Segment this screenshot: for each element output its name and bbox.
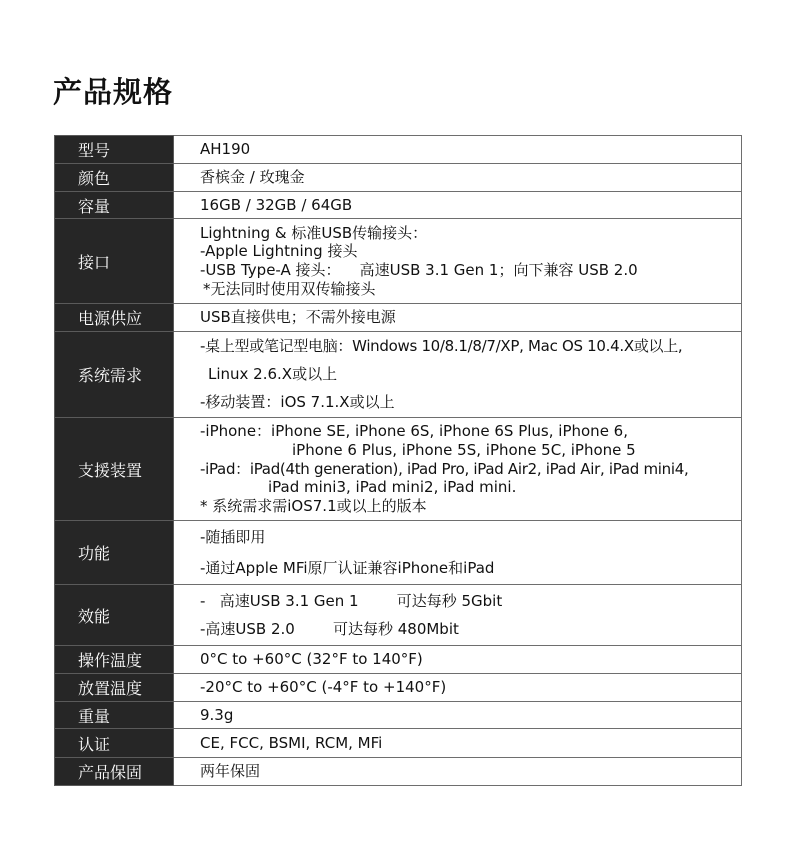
row-label: 容量: [55, 192, 174, 219]
spec-row-certification: [55, 729, 742, 758]
row-value: 香槟金 / 玫瑰金: [174, 164, 742, 192]
row-label: 操作温度: [55, 646, 174, 674]
row-value: 两年保固: [174, 758, 742, 786]
spec-row-capacity: [55, 192, 742, 219]
row-value: CE, FCC, BSMI, RCM, MFi: [174, 729, 742, 758]
row-label: 支援装置: [55, 418, 174, 521]
row-label: 型号: [55, 136, 174, 164]
row-label: 颜色: [55, 164, 174, 192]
spec-row-operating-temp: [55, 646, 742, 674]
page-title: 产品规格: [53, 75, 174, 109]
row-label: 产品保固: [55, 758, 174, 786]
row-label: 放置温度: [55, 674, 174, 702]
row-value: -iPhone：iPhone SE, iPhone 6S, iPhone 6S Plus, iPhone 6, iPhone 6 Plus, iPhone 5S, iPhone 5C, iPhone 5 -iPad：iPad(4th generation), iPad Pro, iPad Air2, iPad Air, iPad mini4, iPad mini3, iPad mini2, iPad mini. * 系统需求需iOS7.1或以上的版本: [174, 418, 742, 521]
row-value: 9.3g: [174, 702, 742, 729]
row-value: 16GB / 32GB / 64GB: [174, 192, 742, 219]
row-value: -20°C to +60°C (-4°F to +140°F): [174, 674, 742, 702]
row-value: Lightning & 标准USB传输接头： -Apple Lightning 接头 -USB Type-A 接头： 高速USB 3.1 Gen 1；向下兼容 USB 2.0 *无法同时使用双传输接头: [174, 219, 742, 304]
spec-row-interface: [55, 219, 742, 304]
row-label: 功能: [55, 521, 174, 585]
row-value: 0°C to +60°C (32°F to 140°F): [174, 646, 742, 674]
spec-row-features: [55, 521, 742, 585]
row-value: USB直接供电；不需外接电源: [174, 304, 742, 332]
spec-row-devices: [55, 418, 742, 521]
row-label: 效能: [55, 585, 174, 646]
row-label: 重量: [55, 702, 174, 729]
spec-row-performance: [55, 585, 742, 646]
row-value: AH190: [174, 136, 742, 164]
spec-row-color: [55, 164, 742, 192]
row-label: 电源供应: [55, 304, 174, 332]
row-label: 接口: [55, 219, 174, 304]
row-value: -桌上型或笔记型电脑：Windows 10/8.1/8/7/XP, Mac OS 10.4.X或以上, Linux 2.6.X或以上 -移动装置：iOS 7.1.X或以上: [174, 332, 742, 418]
row-value: -随插即用 -通过Apple MFi原厂认证兼容iPhone和iPad: [174, 521, 742, 585]
spec-row-storage-temp: [55, 674, 742, 702]
row-label: 认证: [55, 729, 174, 758]
spec-row-weight: [55, 702, 742, 729]
spec-row-requirements: [55, 332, 742, 418]
spec-row-model: [55, 136, 742, 164]
spec-table: [54, 135, 742, 786]
spec-row-power: [55, 304, 742, 332]
row-label: 系统需求: [55, 332, 174, 418]
row-value: - 高速USB 3.1 Gen 1 可达每秒 5Gbit -高速USB 2.0 可达每秒 480Mbit: [174, 585, 742, 646]
spec-row-warranty: [55, 758, 742, 786]
